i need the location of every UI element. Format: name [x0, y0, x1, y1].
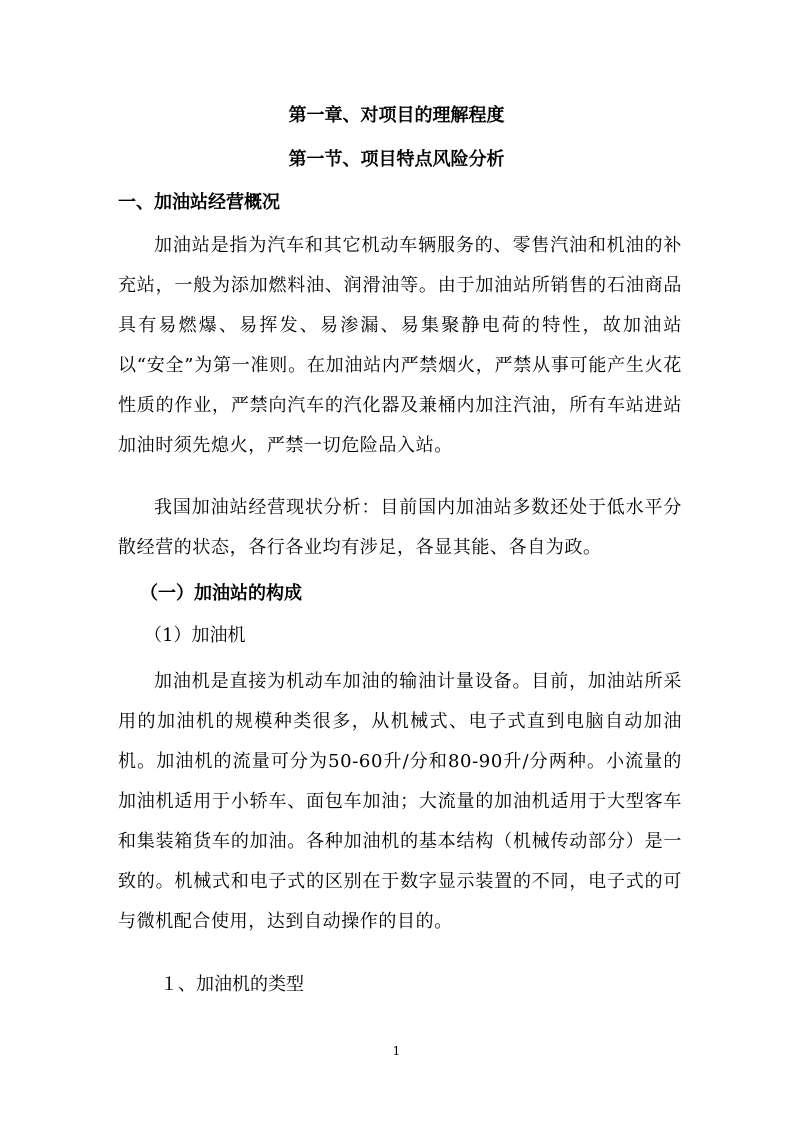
chapter-title: 第一章、对项目的理解程度 — [288, 105, 505, 126]
heading-level-4: １、加油机的类型 — [160, 974, 304, 995]
heading-level-1: 一、加油站经营概况 — [118, 192, 280, 213]
section-title: 第一节、项目特点风险分析 — [288, 149, 505, 170]
paragraph-industry-status: 我国加油站经营现状分析：目前国内加油站多数还处于低水平分散经营的状态，各行各业均有涉足，各显其能、各自为政。 — [118, 497, 682, 558]
paragraph-fuel-dispenser: 加油机是直接为机动车加油的输油计量设备。目前，加油站所采用的加油机的规模种类很多，从机械式、电子式直到电脑自动加油机。加油机的流量可分为50-60升/分和80-90升/分两种。小流量的加油机适用于小轿车、面包车加油；大流量的加油机适用于大型客车和集装箱货车的加油。各种加油机的基本结构（机械传动部分）是一致的。机械式和电子式的区别在于数字显示装置的不同，电子式的可与微机配合使用，达到自动操作的目的。 — [118, 671, 682, 932]
heading-level-2: （一）加油站的构成 — [140, 583, 302, 604]
heading-level-3: （1）加油机 — [144, 625, 246, 646]
paragraph-gas-station-overview: 加油站是指为汽车和其它机动车辆服务的、零售汽油和机油的补充站，一般为添加燃料油、润滑油等。由于加油站所销售的石油商品具有易燃爆、易挥发、易渗漏、易集聚静电荷的特性，故加油站以“安全”为第一准则。在加油站内严禁烟火，严禁从事可能产生火花性质的作业，严禁向汽车的汽化器及兼桶内加注汽油，所有车站进站加油时须先熄火，严禁一切危险品入站。 — [118, 235, 682, 456]
page-number: 1 — [392, 1044, 401, 1058]
